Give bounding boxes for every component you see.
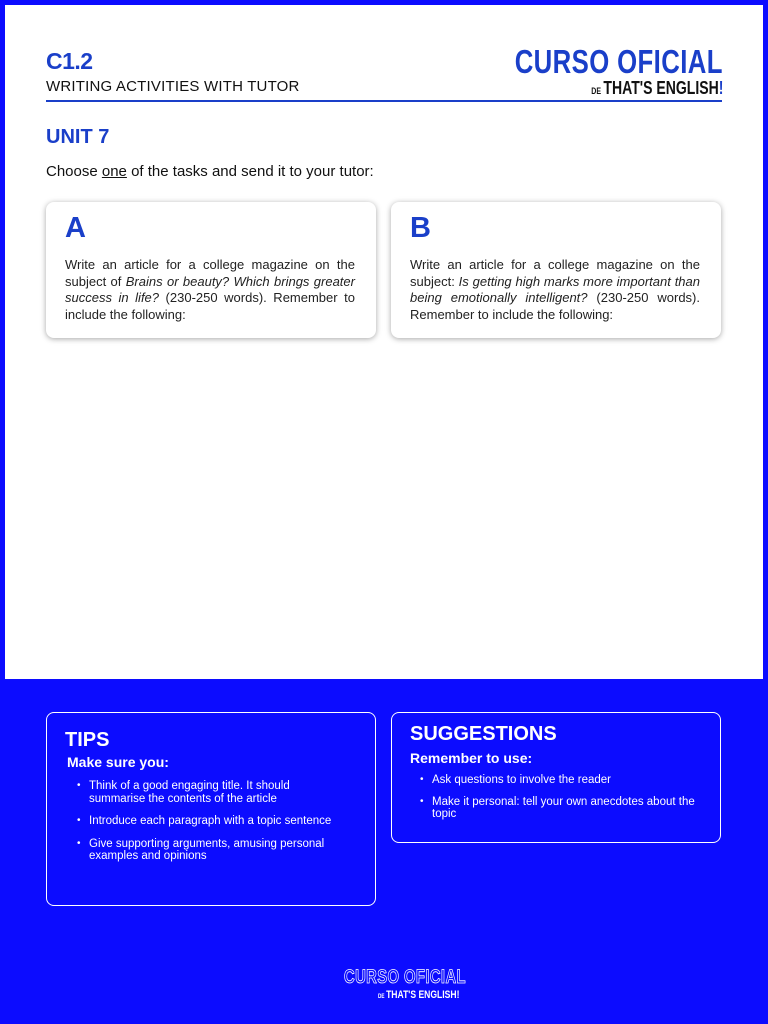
- task-letter: B: [410, 212, 431, 244]
- course-level: C1.2: [46, 48, 93, 74]
- list-item: • Ask questions to involve the reader: [420, 774, 700, 787]
- task-text-start: Write an article for a college magazine on the subject of: [65, 257, 355, 289]
- curso-oficial-logo: [514, 43, 723, 103]
- logo-line1: CURSO OFICIAL: [514, 43, 723, 80]
- task-letter: A: [65, 212, 86, 244]
- list-item: • Give supporting arguments, amusing personal examples and opinions: [77, 838, 347, 863]
- instruction-text: [46, 163, 374, 180]
- unit-title: UNIT 7: [46, 126, 110, 148]
- worksheet-page: [5, 5, 763, 679]
- task-card-b: [391, 202, 721, 338]
- task-topic: Is getting high marks more important than being emotionally intelligent?: [410, 273, 700, 305]
- logo-brand: THAT'S ENGLISH: [602, 78, 719, 98]
- header-divider: [46, 100, 722, 102]
- tips-subtitle: Make sure you:: [67, 754, 169, 770]
- logo-exclamation: !: [718, 78, 723, 98]
- suggestions-list: [420, 774, 700, 830]
- instruction-before: Choose: [46, 163, 102, 180]
- footer-logo-line1: CURSO OFICIAL: [344, 967, 466, 988]
- instruction-emphasis: one: [101, 163, 127, 180]
- suggestions-subtitle: Remember to use:: [410, 750, 533, 766]
- tips-list: [77, 780, 347, 873]
- page-subtitle: WRITING ACTIVITIES WITH TUTOR: [46, 78, 300, 95]
- tips-box: [46, 712, 376, 906]
- footer-logo-line2: [378, 988, 459, 1003]
- suggestions-title: SUGGESTIONS: [410, 723, 557, 745]
- list-item: • Make it personal: tell your own anecdotes about the topic: [420, 796, 700, 821]
- footer-logo-de: DE: [378, 994, 385, 1000]
- task-text-start: Write an article for a college magazine on the subject:: [410, 257, 700, 289]
- list-item: • Think of a good engaging title. It should summarise the contents of the article: [77, 780, 347, 805]
- task-card-a: [46, 202, 376, 338]
- footer-logo: [344, 967, 466, 1001]
- logo-de: DE: [590, 86, 601, 96]
- instruction-after: of the tasks and send it to your tutor:: [126, 163, 374, 180]
- tips-title: TIPS: [65, 729, 110, 751]
- task-text-end: (230-250 words). Remember to include the following:: [65, 290, 355, 322]
- logo-line2: [591, 79, 723, 100]
- task-description: [410, 257, 700, 323]
- footer-logo-brand: THAT'S ENGLISH!: [386, 989, 460, 1001]
- task-topic: Brains or beauty? Which brings greater success in life?: [65, 273, 355, 305]
- suggestions-box: [391, 712, 721, 843]
- task-text-end: (230-250 words). Remember to include the following:: [410, 290, 700, 322]
- list-item: • Introduce each paragraph with a topic sentence: [77, 815, 347, 828]
- task-description: [65, 257, 355, 323]
